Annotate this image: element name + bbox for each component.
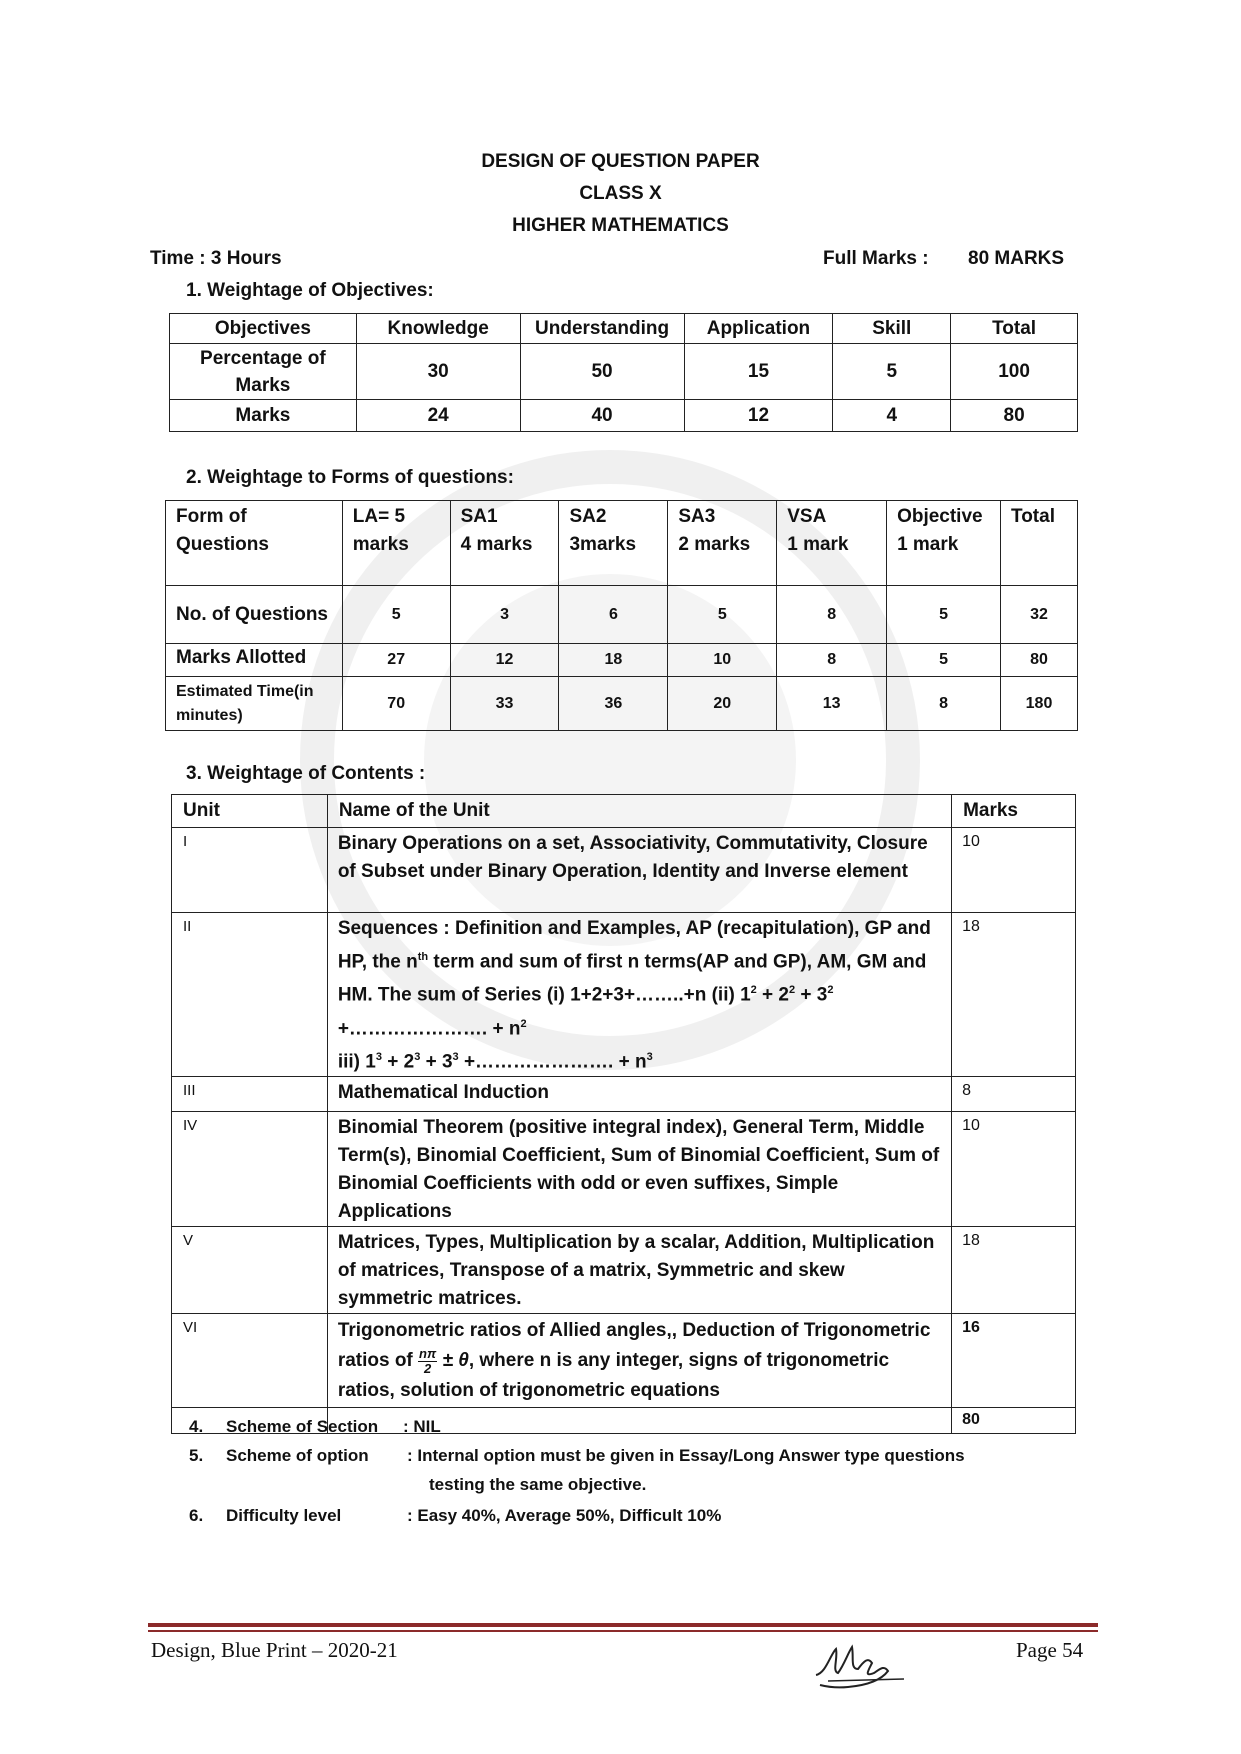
table-cell: 5: [833, 344, 951, 400]
footer-left: Design, Blue Print – 2020-21: [151, 1638, 398, 1662]
unit-name-cell: Sequences : Definition and Examples, AP (recapitulation), GP and HP, the $n^{th}$ term and sum of first n terms(AP and GP), AM, GM and HM. The sum of Series (i) 1+2+3+……..+n (ii) $1^2 + 2^2 + 3^2$ +…………………. + $n^2$ iii) $1^3 + 2^3 + 3^3$ +…………………. + $n^3$: [327, 913, 951, 1077]
table-cell: 12: [450, 644, 559, 677]
table-header-cell: Understanding: [520, 314, 684, 344]
scheme-label: Scheme of Section: [226, 1417, 379, 1436]
table-header-cell: Skill: [833, 314, 951, 344]
table-row: [170, 344, 1078, 400]
table-header-cell: Objectives: [170, 314, 357, 344]
marks-cell: 18: [952, 913, 1076, 1077]
signature: [808, 1635, 918, 1695]
unit-name-cell: Matrices, Types, Multiplication by a scalar, Addition, Multiplication of matrices, Transpose of a matrix, Symmetric and skew symmetric matrices.: [327, 1227, 951, 1314]
table-header-cell: Application: [684, 314, 833, 344]
scheme-value: : NIL: [403, 1417, 441, 1436]
table-row: [172, 1112, 1076, 1227]
fraction: $\frac{n\pi}{2}$: [419, 1345, 437, 1376]
table-cell: 33: [450, 677, 559, 731]
scheme-num: 4.: [189, 1417, 204, 1436]
table-cell: 10: [668, 644, 777, 677]
table-cell: 20: [668, 677, 777, 731]
footer-rule-thin: [148, 1630, 1098, 1632]
unit-name-cell: Binomial Theorem (positive integral index), General Term, Middle Term(s), Binomial Coefficient, Sum of Binomial Coefficient, Sum of Binomial Coefficients with odd or even suffixes, Simple Applications: [327, 1112, 951, 1227]
scheme-value: : Internal option must be given in Essay/Long Answer type questions: [407, 1446, 965, 1465]
table-cell: Marks: [170, 400, 357, 432]
table-row: [166, 586, 1078, 644]
unit-name-cell: Trigonometric ratios of Allied angles,, Deduction of Trigonometric ratios of $\frac{n\pi}{2}$ ± θ, where n is any integer, signs of trigonometric ratios, solution of trigonometric equations: [327, 1314, 951, 1408]
marks-cell: 10: [952, 828, 1076, 913]
scheme-value: : Easy 40%, Average 50%, Difficult 10%: [407, 1506, 722, 1525]
doc-title: DESIGN OF QUESTION PAPER: [481, 151, 760, 172]
scheme-label: Difficulty level: [226, 1506, 342, 1525]
table-cell: 13: [777, 677, 887, 731]
marks-cell: 8: [952, 1077, 1076, 1112]
table-cell: 80: [1001, 644, 1078, 677]
full-marks-value: 80 MARKS: [968, 248, 1065, 269]
table-row: [172, 913, 1076, 1077]
total-marks-cell: 80: [952, 1408, 1076, 1434]
table-cell: 5: [887, 644, 1001, 677]
table-cell: 8: [777, 586, 887, 644]
table-cell: 8: [777, 644, 887, 677]
table-header-cell: Total: [951, 314, 1078, 344]
unit-cell: III: [172, 1077, 328, 1112]
footer-rule: [148, 1623, 1098, 1627]
table-header-cell: Form of Questions: [166, 501, 343, 586]
table-cell: 30: [356, 344, 520, 400]
time-label: Time : 3 Hours: [150, 248, 282, 269]
scheme-num: 6.: [189, 1506, 204, 1525]
table-row: [170, 400, 1078, 432]
table-row: [172, 1077, 1076, 1112]
row-label: No. of Questions: [166, 586, 343, 644]
doc-class: CLASS X: [579, 183, 662, 204]
table-header-cell: SA3 2 marks: [668, 501, 777, 586]
table-header-row: [166, 501, 1078, 586]
table-header-cell: VSA 1 mark: [777, 501, 887, 586]
unit-name-cell: Mathematical Induction: [327, 1077, 951, 1112]
contents-table: [171, 794, 1076, 1434]
table-cell: 3: [450, 586, 559, 644]
unit-cell: V: [172, 1227, 328, 1314]
scheme-value-cont: testing the same objective.: [429, 1475, 647, 1494]
table-header-cell: Knowledge: [356, 314, 520, 344]
table-cell: 24: [356, 400, 520, 432]
table-cell: 8: [887, 677, 1001, 731]
table-cell: 32: [1001, 586, 1078, 644]
table-row: [166, 677, 1078, 731]
table-header-cell: Objective 1 mark: [887, 501, 1001, 586]
table-cell: 180: [1001, 677, 1078, 731]
table-row: [172, 828, 1076, 913]
table-cell: 6: [559, 586, 668, 644]
table-header-cell: SA2 3marks: [559, 501, 668, 586]
table-header-cell: LA= 5 marks: [342, 501, 450, 586]
objectives-table: [169, 313, 1078, 432]
scheme-label: Scheme of option: [226, 1446, 369, 1465]
table-cell: 80: [951, 400, 1078, 432]
table-header-cell: Total: [1001, 501, 1078, 586]
unit-name-cell: Binary Operations on a set, Associativity, Commutativity, Closure of Subset under Binary Operation, Identity and Inverse element: [327, 828, 951, 913]
section1-heading: 1. Weightage of Objectives:: [186, 280, 434, 301]
table-header-cell: Unit: [172, 795, 328, 828]
table-cell: 100: [951, 344, 1078, 400]
unit-cell: IV: [172, 1112, 328, 1227]
table-cell: 15: [684, 344, 833, 400]
table-cell: 12: [684, 400, 833, 432]
table-cell: 27: [342, 644, 450, 677]
table-row: [172, 1227, 1076, 1314]
marks-cell: 10: [952, 1112, 1076, 1227]
table-cell: 70: [342, 677, 450, 731]
table-cell: 4: [833, 400, 951, 432]
marks-cell: 16: [952, 1314, 1076, 1408]
table-cell: Percentage of Marks: [170, 344, 357, 400]
table-cell: 5: [342, 586, 450, 644]
unit-cell: VI: [172, 1314, 328, 1408]
section2-heading: 2. Weightage to Forms of questions:: [186, 467, 514, 488]
table-cell: 50: [520, 344, 684, 400]
table-header-row: [172, 795, 1076, 828]
table-cell: 18: [559, 644, 668, 677]
table-cell: 5: [668, 586, 777, 644]
footer-page-number: Page 54: [1016, 1638, 1084, 1662]
full-marks-label: Full Marks :: [823, 248, 929, 269]
unit-cell: I: [172, 828, 328, 913]
table-header-row: [170, 314, 1078, 344]
table-header-cell: Name of the Unit: [327, 795, 951, 828]
marks-cell: 18: [952, 1227, 1076, 1314]
table-row: [166, 644, 1078, 677]
scheme-num: 5.: [189, 1446, 204, 1465]
question-forms-table: [165, 500, 1078, 731]
table-cell: 5: [887, 586, 1001, 644]
table-cell: 40: [520, 400, 684, 432]
doc-subject: HIGHER MATHEMATICS: [512, 215, 729, 236]
unit-cell: II: [172, 913, 328, 1077]
table-cell: 36: [559, 677, 668, 731]
table-header-cell: Marks: [952, 795, 1076, 828]
table-header-cell: SA1 4 marks: [450, 501, 559, 586]
row-label: Marks Allotted: [166, 644, 343, 677]
section3-heading: 3. Weightage of Contents :: [186, 763, 426, 784]
table-row: [172, 1314, 1076, 1408]
row-label: Estimated Time(in minutes): [166, 677, 343, 731]
